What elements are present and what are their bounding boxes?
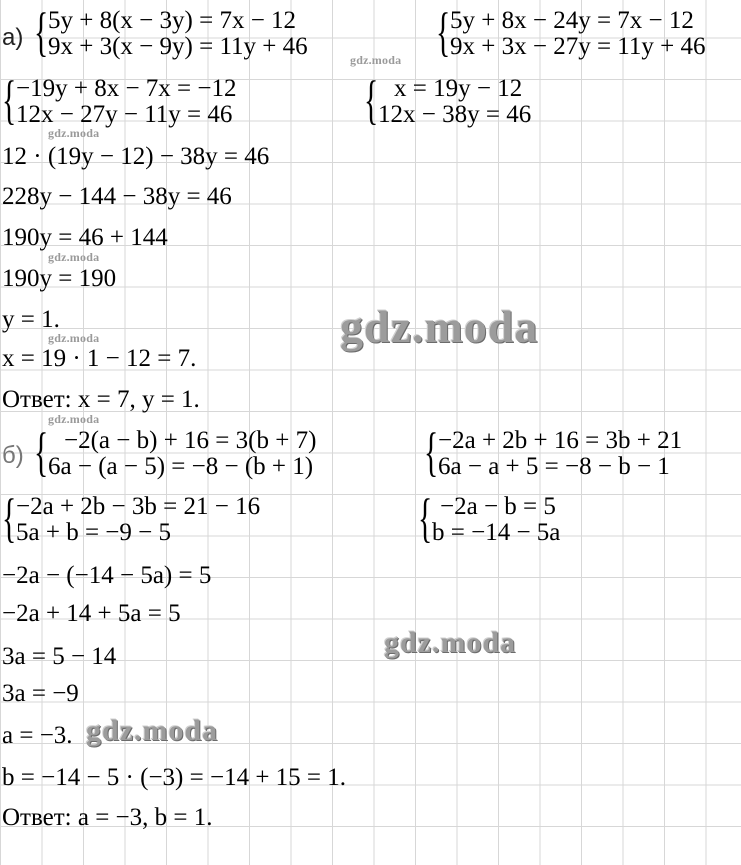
equation: −2a + 2b − 3b = 21 − 16 — [16, 493, 261, 520]
watermark-small: gdz.moda — [48, 331, 100, 345]
brace: { — [424, 422, 439, 482]
equation: −19y + 8x − 7x = −12 — [16, 75, 237, 102]
part-b-system-1 — [34, 422, 317, 482]
brace: { — [2, 70, 17, 130]
step-line: 3a = −9 — [2, 680, 79, 707]
equation: −2(a − b) + 16 = 3(b + 7) — [64, 427, 317, 454]
answer-line: Ответ: a = −3, b = 1. — [2, 804, 213, 831]
equation: 9x + 3x − 27y = 11y + 46 — [450, 33, 706, 60]
step-line: 228y − 144 − 38y = 46 — [2, 183, 232, 210]
answer-line: Ответ: x = 7, y = 1. — [2, 386, 200, 413]
step-line: a = −3. — [2, 722, 73, 749]
step-line: −2a + 14 + 5a = 5 — [2, 600, 181, 627]
step-line: b = −14 − 5 · (−3) = −14 + 15 = 1. — [2, 764, 347, 791]
brace: { — [34, 422, 49, 482]
brace: { — [2, 488, 17, 548]
step-line: −2a − (−14 − 5a) = 5 — [2, 562, 212, 589]
equation: 5y + 8x − 24y = 7x − 12 — [450, 7, 694, 34]
brace: { — [34, 2, 49, 62]
watermark-small: gdz.moda — [350, 53, 402, 67]
step-line: 12 · (19y − 12) − 38y = 46 — [2, 143, 270, 170]
equation: x = 19y − 12 — [394, 75, 523, 102]
part-b-system-4 — [418, 488, 561, 548]
part-a-system-1 — [34, 2, 308, 62]
part-b-system-2 — [424, 422, 683, 482]
equation: 5a + b = −9 − 5 — [16, 519, 171, 546]
part-a-system-3 — [2, 70, 237, 130]
equation: 6a − a + 5 = −8 − b − 1 — [438, 453, 670, 480]
equation: 12x − 38y = 46 — [378, 101, 532, 128]
brace: { — [364, 70, 379, 130]
part-a-system-4 — [364, 70, 532, 130]
equation: 5y + 8(x − 3y) = 7x − 12 — [48, 7, 297, 34]
step-line: 3a = 5 − 14 — [2, 643, 117, 670]
brace: { — [418, 488, 433, 548]
part-b-marker: б) — [2, 442, 24, 469]
step-line: 190y = 190 — [2, 265, 117, 292]
equation: 12x − 27y − 11y = 46 — [16, 101, 233, 128]
equation: 9x + 3(x − 9y) = 11y + 46 — [48, 33, 308, 60]
watermark-small: gdz.moda — [48, 250, 100, 264]
watermark-small: gdz.moda — [48, 412, 100, 426]
equation: 6a − (a − 5) = −8 − (b + 1) — [48, 453, 314, 480]
step-line: y = 1. — [2, 306, 60, 333]
watermark-large: gdz.moda — [384, 626, 517, 659]
step-line: x = 19 · 1 − 12 = 7. — [2, 345, 197, 372]
step-line: 190y = 46 + 144 — [2, 224, 168, 251]
equation: −2a − b = 5 — [440, 493, 556, 520]
part-a-system-2 — [436, 2, 706, 62]
watermark-small: gdz.moda — [48, 126, 100, 140]
watermark-large: gdz.moda — [86, 714, 219, 747]
watermark-large: gdz.moda — [340, 301, 539, 352]
part-a-marker: а) — [2, 24, 24, 51]
equation: b = −14 − 5a — [432, 519, 561, 546]
part-b-system-3 — [2, 488, 261, 548]
equation: −2a + 2b + 16 = 3b + 21 — [438, 427, 683, 454]
brace: { — [436, 2, 451, 62]
